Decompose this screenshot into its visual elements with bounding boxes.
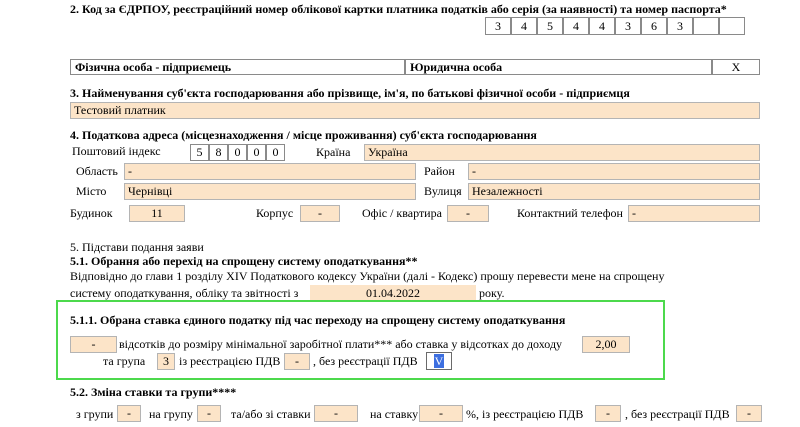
street-field[interactable]: Незалежності: [468, 183, 760, 200]
to-rate-label: на ставку: [370, 407, 419, 421]
city-field[interactable]: Чернівці: [124, 183, 416, 200]
group-label: та група: [103, 354, 146, 368]
block-label: Корпус: [256, 206, 294, 220]
region-label: Область: [76, 164, 118, 178]
edrpou-digit-2[interactable]: 4: [511, 17, 537, 35]
district-label: Район: [424, 164, 455, 178]
phone-field[interactable]: -: [628, 205, 760, 222]
section-2-title: 2. Код за ЄДРПОУ, реєстраційний номер облікової картки платника податків або серія (за наявності) та номер паспорта*: [70, 2, 727, 16]
to-rate-field[interactable]: -: [419, 405, 463, 422]
office-label: Офіс / квартира: [362, 206, 442, 220]
from-rate-label: та/або зі ставки: [231, 407, 311, 421]
section-5-1-title: 5.1. Обрання або перехід на спрощену систему оподаткування**: [70, 254, 418, 268]
from-rate-field[interactable]: -: [314, 405, 358, 422]
edrpou-digit-5[interactable]: 4: [589, 17, 615, 35]
postal-digit-1[interactable]: 5: [190, 144, 209, 161]
postal-digit-4[interactable]: 0: [247, 144, 266, 161]
section-5-1-paragraph-line2: систему оподаткування, обліку та звітності з: [70, 286, 299, 300]
region-field[interactable]: -: [124, 163, 416, 180]
vat-registration-label: із реєстрацією ПДВ: [179, 354, 281, 368]
postal-digit-3[interactable]: 0: [228, 144, 247, 161]
min-wage-percent-field[interactable]: -: [70, 336, 117, 353]
no-vat-value: V: [434, 354, 444, 368]
edrpou-digit-6[interactable]: 3: [615, 17, 641, 35]
building-label: Будинок: [70, 206, 113, 220]
vat-registration-field[interactable]: -: [284, 353, 310, 370]
min-wage-percent-text: відсотків до розміру мінімальної заробітної плати*** або ставка у відсотках до доходу: [119, 337, 563, 351]
individual-entrepreneur-label: Фізична особа - підприємець: [70, 59, 405, 75]
postal-digit-5[interactable]: 0: [266, 144, 285, 161]
percent-vat-field[interactable]: -: [595, 405, 621, 422]
section-5-1-paragraph-line1: Відповідно до глави 1 розділу XIV Податкового кодексу України (далі - Кодекс) прошу перевести мене на спрощену: [70, 269, 665, 283]
year-suffix: року.: [479, 286, 505, 300]
section-3-title: 3. Найменування суб'єкта господарювання або прізвище, ім'я, по батькові фізичної особи - підприємця: [70, 86, 630, 100]
phone-label: Контактний телефон: [517, 206, 623, 220]
edrpou-digit-3[interactable]: 5: [537, 17, 563, 35]
to-group-field[interactable]: -: [197, 405, 221, 422]
group-field[interactable]: 3: [157, 353, 175, 370]
city-label: Місто: [76, 184, 107, 198]
street-label: Вулиця: [424, 184, 462, 198]
edrpou-digit-7[interactable]: 6: [641, 17, 667, 35]
from-group-field[interactable]: -: [117, 405, 141, 422]
to-group-label: на групу: [149, 407, 193, 421]
no-vat-2-field[interactable]: -: [736, 405, 762, 422]
postal-code-label: Поштовий індекс: [72, 144, 161, 158]
building-field[interactable]: 11: [129, 205, 185, 222]
no-vat-label: , без реєстрації ПДВ: [313, 354, 418, 368]
section-5-1-1-title: 5.1.1. Обрана ставка єдиного податку під час переходу на спрощену систему оподаткування: [70, 313, 566, 327]
from-group-label: з групи: [76, 407, 114, 421]
office-field[interactable]: -: [447, 205, 489, 222]
income-rate-field[interactable]: 2,00: [582, 336, 630, 353]
edrpou-digit-8[interactable]: 3: [667, 17, 693, 35]
section-4-title: 4. Податкова адреса (місцезнаходження / місце проживання) суб'єкта господарювання: [70, 128, 537, 142]
edrpou-digit-4[interactable]: 4: [563, 17, 589, 35]
block-field[interactable]: -: [300, 205, 340, 222]
section-5-2-title: 5.2. Зміна ставки та групи****: [70, 385, 237, 399]
edrpou-digit-9[interactable]: [693, 17, 719, 35]
country-label: Країна: [316, 145, 351, 159]
taxpayer-name-field[interactable]: Тестовий платник: [70, 102, 760, 119]
country-field[interactable]: Україна: [364, 144, 760, 161]
transition-date-field[interactable]: 01.04.2022: [310, 285, 476, 302]
edrpou-digit-1[interactable]: 3: [485, 17, 511, 35]
percent-vat-label: %, із реєстрацією ПДВ: [466, 407, 584, 421]
section-5-title: 5. Підстави подання заяви: [70, 240, 204, 254]
legal-entity-label: Юридична особа: [405, 59, 712, 75]
no-vat-checkbox[interactable]: [426, 352, 452, 370]
postal-digit-2[interactable]: 8: [209, 144, 228, 161]
no-vat-2-label: , без реєстрації ПДВ: [625, 407, 730, 421]
legal-entity-mark[interactable]: X: [712, 59, 760, 75]
district-field[interactable]: -: [468, 163, 760, 180]
edrpou-digit-10[interactable]: [719, 17, 745, 35]
